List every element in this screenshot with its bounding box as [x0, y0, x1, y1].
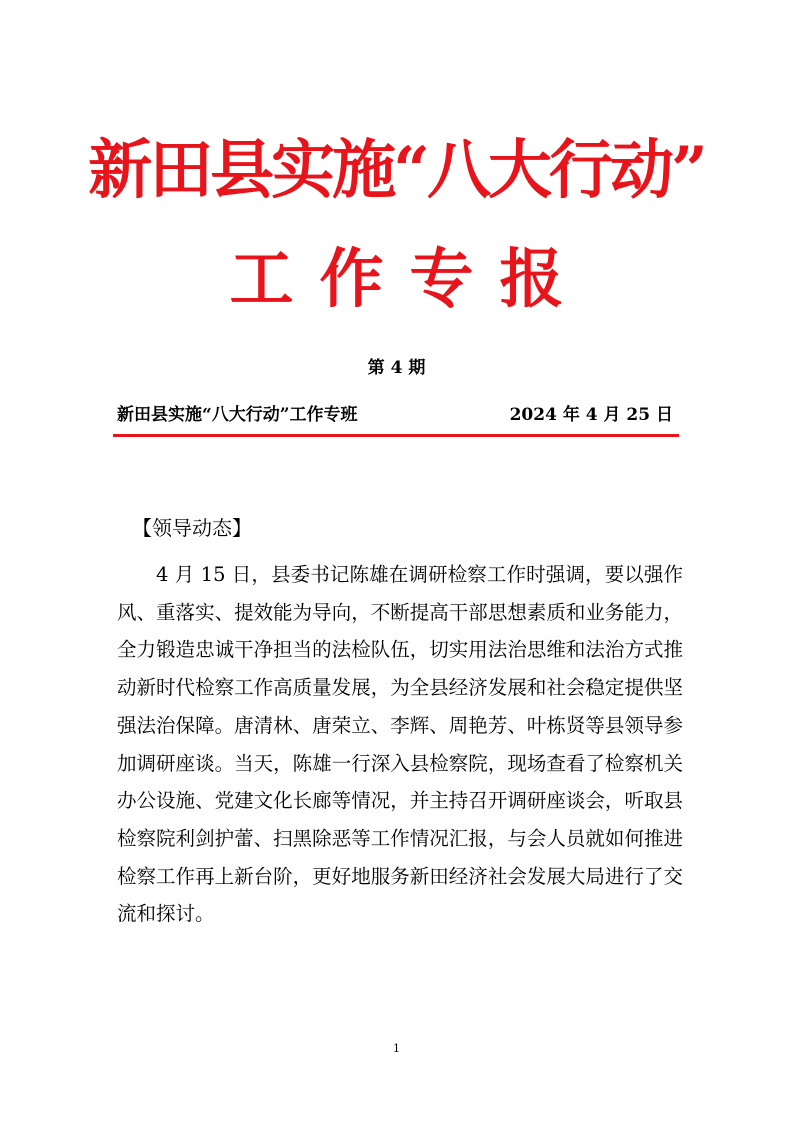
masthead-title-line1: 新田县实施“八大行动” [88, 133, 705, 208]
issue-date: 2024 年 4 月 25 日 [509, 405, 673, 425]
page-number: 1 [393, 1042, 400, 1055]
publisher-name: 新田县实施“八大行动”工作专班 [117, 405, 358, 425]
section-heading: 【领导动态】 [132, 516, 252, 540]
article-body: 4 月 15 日，县委书记陈雄在调研检察工作时强调，要以强作风、重落实、提效能为导向，不断提高干部思想素质和业务能力，全力锻造忠诚干净担当的法检队伍，切实用法治思维和法治方式推动新时代检察工作高质量发展，为全县经济发展和社会稳定提供坚强法治保障。唐清林、唐荣立、李辉、周艳芳、叶栋贤等县领导参加调研座谈。当天，陈雄一行深入县检察院，现场查看了检察机关办公设施、党建文化长廊等情况，并主持召开调研座谈会，听取县检察院利剑护蕾、扫黑除恶等工作情况汇报，与会人员就如何推进检察工作再上新台阶，更好地服务新田经济社会发展大局进行了交流和探讨。 [117, 563, 683, 926]
issue-meta-row [117, 402, 673, 428]
masthead-title-line2: 工作专报 [229, 242, 590, 317]
masthead-divider [113, 434, 679, 437]
issue-number: 第 4 期 [367, 358, 426, 378]
